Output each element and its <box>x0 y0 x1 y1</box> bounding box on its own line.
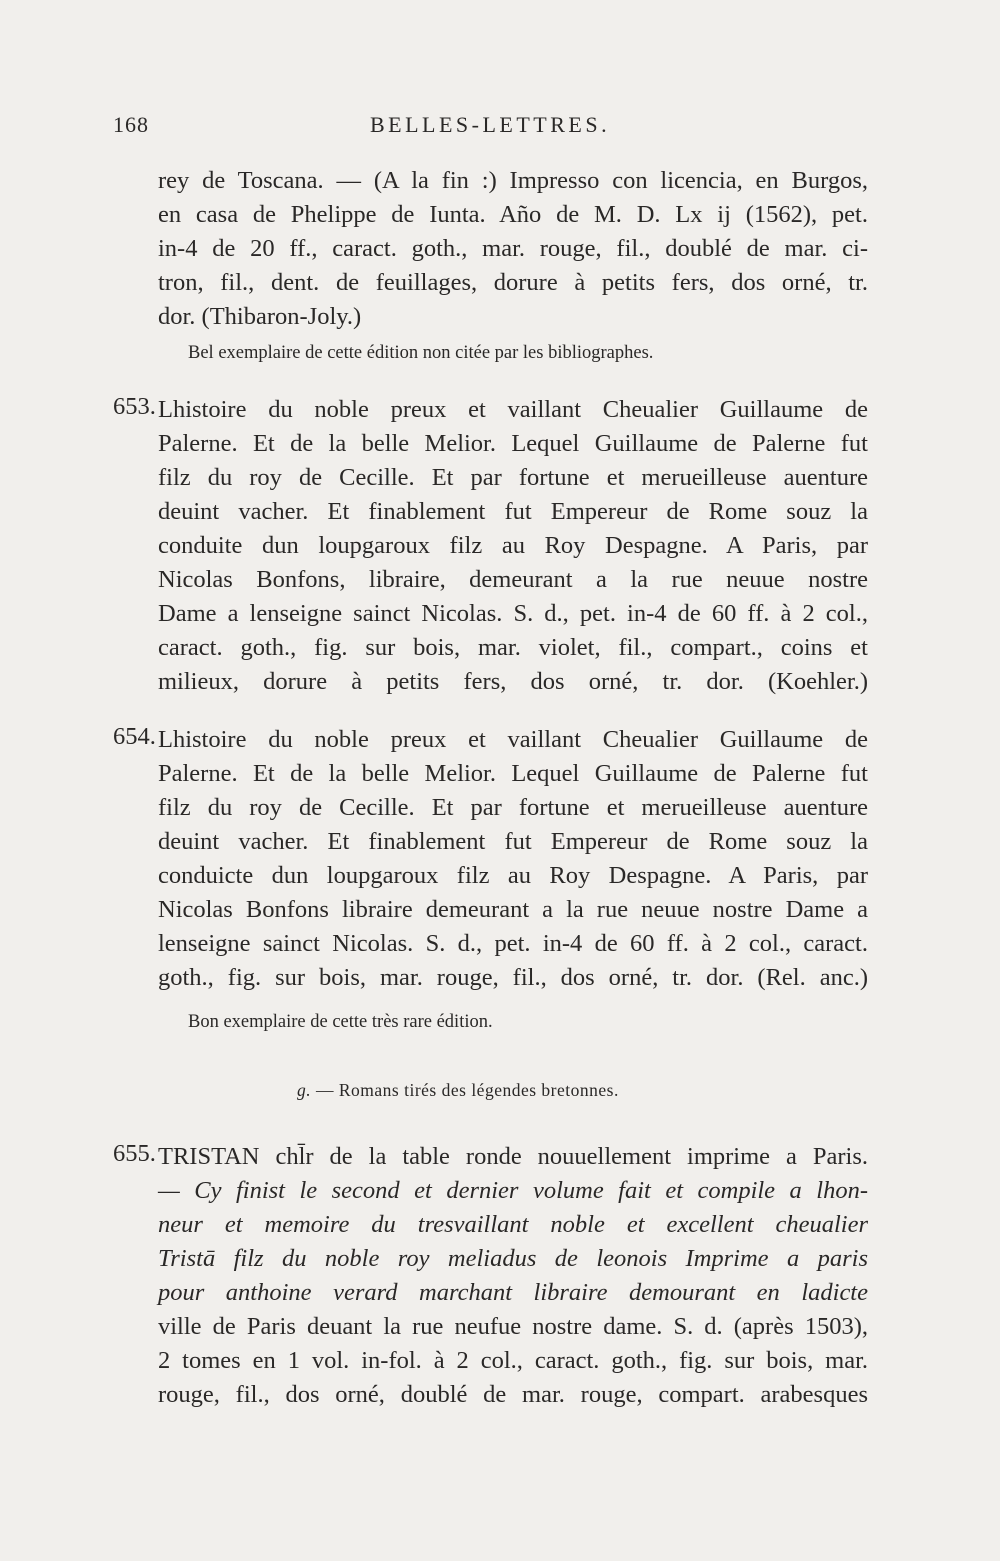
section-title: — Romans tirés des légendes bretonnes. <box>311 1080 619 1100</box>
text-line: 2 tomes en 1 vol. in-fol. à 2 col., caract. goth., fig. sur bois, mar. <box>158 1347 868 1374</box>
text-line: milieux, dorure à petits fers, dos orné, tr. dor. (Koehler.) <box>158 668 868 695</box>
text-line: Dame a lenseigne sainct Nicolas. S. d., pet. in-4 de 60 ff. à 2 col., <box>158 600 868 627</box>
text-line: rey de Toscana. — (A la fin :) Impresso con licencia, en Burgos, <box>158 167 868 194</box>
text-line: caract. goth., fig. sur bois, mar. violet, fil., compart., coins et <box>158 634 868 661</box>
text-line: pour anthoine verard marchant libraire demourant en ladicte <box>158 1279 868 1306</box>
text-line: conduicte dun loupgaroux filz au Roy Despagne. A Paris, par <box>158 862 868 889</box>
text-line: neur et memoire du tresvaillant noble et excellent cheualier <box>158 1211 868 1238</box>
text-line: in-4 de 20 ff., caract. goth., mar. rouge, fil., doublé de mar. ci- <box>158 235 868 262</box>
text-line: deuint vacher. Et finablement fut Empereur de Rome souz la <box>158 498 868 525</box>
text-line: TRISTAN chl̄r de la table ronde nouuellement imprime a Paris. <box>158 1143 868 1170</box>
entry-654 <box>113 723 868 995</box>
text-line: dor. (Thibaron-Joly.) <box>158 303 362 330</box>
text-line: filz du roy de Cecille. Et par fortune et merueilleuse auenture <box>158 464 868 491</box>
section-heading <box>297 1080 619 1101</box>
entry-number: 655. <box>113 1140 156 1167</box>
text-line: filz du roy de Cecille. Et par fortune et merueilleuse auenture <box>158 794 868 821</box>
entry-note: Bon exemplaire de cette très rare édition. <box>188 1012 493 1032</box>
text-line: conduite dun loupgaroux filz au Roy Despagne. A Paris, par <box>158 532 868 559</box>
text-line: rouge, fil., dos orné, doublé de mar. rouge, compart. arabesques <box>158 1381 868 1408</box>
text-line: goth., fig. sur bois, mar. rouge, fil., dos orné, tr. dor. (Rel. anc.) <box>158 964 868 991</box>
entry-number: 653. <box>113 393 156 420</box>
text-line: Palerne. Et de la belle Melior. Lequel Guillaume de Palerne fut <box>158 430 868 457</box>
text-line: deuint vacher. Et finablement fut Empereur de Rome souz la <box>158 828 868 855</box>
entry-655 <box>113 1140 868 1412</box>
entry-continuation <box>158 164 868 334</box>
text-line: Nicolas Bonfons, libraire, demeurant a la rue neuue nostre <box>158 566 868 593</box>
text-line: tron, fil., dent. de feuillages, dorure à petits fers, dos orné, tr. <box>158 269 868 296</box>
text-line: lenseigne sainct Nicolas. S. d., pet. in-4 de 60 ff. à 2 col., caract. <box>158 930 868 957</box>
text-line: Lhistoire du noble preux et vaillant Cheualier Guillaume de <box>158 726 868 753</box>
text-line: en casa de Phelippe de Iunta. Año de M. D. Lx ij (1562), pet. <box>158 201 868 228</box>
text-line: Nicolas Bonfons libraire demeurant a la rue neuue nostre Dame a <box>158 896 868 923</box>
entry-653 <box>113 393 868 699</box>
text-line: Tristā filz du noble roy meliadus de leonois Imprime a paris <box>158 1245 868 1272</box>
text-line: — Cy finist le second et dernier volume fait et compile a lhon- <box>158 1177 868 1204</box>
page-number: 168 <box>113 112 149 137</box>
text-line: Palerne. Et de la belle Melior. Lequel Guillaume de Palerne fut <box>158 760 868 787</box>
page-header <box>0 112 1000 142</box>
running-title: BELLES-LETTRES. <box>370 112 611 137</box>
entry-note: Bel exemplaire de cette édition non citée par les bibliographes. <box>188 343 654 363</box>
section-letter: g. <box>297 1080 312 1100</box>
entry-number: 654. <box>113 723 156 750</box>
text-line: ville de Paris deuant la rue neufue nostre dame. S. d. (après 1503), <box>158 1313 868 1340</box>
text-line: Lhistoire du noble preux et vaillant Cheualier Guillaume de <box>158 396 868 423</box>
